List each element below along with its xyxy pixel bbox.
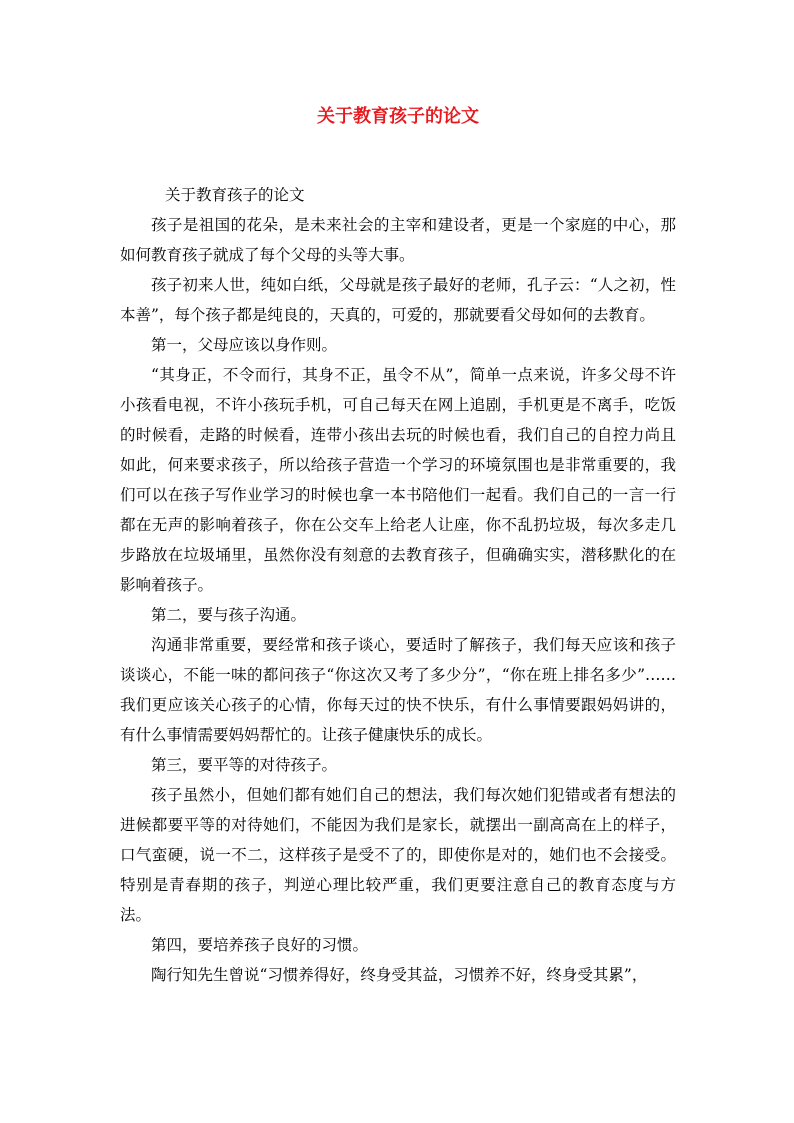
document-body [120,180,676,990]
paragraph-intro: 孩子是祖国的花朵，是未来社会的主宰和建设者，更是一个家庭的中心，那如何教育孩子就成了每个父母的头等大事。 [120,216,676,264]
section-heading-4: 第四，要培养孩子良好的习惯。 [151,936,369,954]
paragraph-communication: 沟通非常重要，要经常和孩子谈心，要适时了解孩子，我们每天应该和孩子谈谈心，不能一味的都问孩子“你这次又考了多少分”，“你在班上排名多少”……我们更应该关心孩子的心情，你每天过的快不快乐，有什么事情要跟妈妈讲的，有什么事情需要妈妈帮忙的。让孩子健康快乐的成长。 [120,636,676,744]
document-subtitle: 关于教育孩子的论文 [164,186,305,204]
section-heading-2: 第二，要与孩子沟通。 [151,606,307,624]
section-heading-3: 第三，要平等的对待孩子。 [151,756,338,774]
paragraph-lead-by-example: “其身正，不令而行，其身不正，虽令不从”，简单一点来说，许多父母不许小孩看电视，不许小孩玩手机，可自己每天在网上追剧，手机更是不离手，吃饭的时候看，走路的时候看，连带小孩出去玩的时候也看，我们自己的自控力尚且如此，何来要求孩子，所以给孩子营造一个学习的环境氛围也是非常重要的，我们可以在孩子写作业学习的时候也拿一本书陪他们一起看。我们自己的一言一行都在无声的影响着孩子，你在公交车上给老人让座，你不乱扔垃圾，每次多走几步路放在垃圾埇里，虽然你没有刻意的去教育孩子，但确确实实，潜移默化的在影响着孩子。 [120,366,676,594]
paragraph-habits: 陶行知先生曾说“习惯养得好，终身受其益，习惯养不好，终身受其累”， [151,966,648,984]
paragraph-equality: 孩子虽然小，但她们都有她们自己的想法，我们每次她们犯错或者有想法的进候都要平等的对待她们，不能因为我们是家长，就摆出一副高高在上的样子，口气蛮硬，说一不二，这样孩子是受不了的，即使你是对的，她们也不会接受。特别是青春期的孩子，判逆心理比较严重，我们更要注意自己的教育态度与方法。 [120,786,676,924]
document-title: 关于教育孩子的论文 [317,106,479,127]
section-heading-1: 第一，父母应该以身作则。 [151,336,338,354]
paragraph-parents-as-teachers: 孩子初来人世，纯如白纸，父母就是孩子最好的老师，孔子云：“人之初，性本善”，每个孩子都是纯良的，天真的，可爱的，那就要看父母如何的去教育。 [120,276,676,324]
